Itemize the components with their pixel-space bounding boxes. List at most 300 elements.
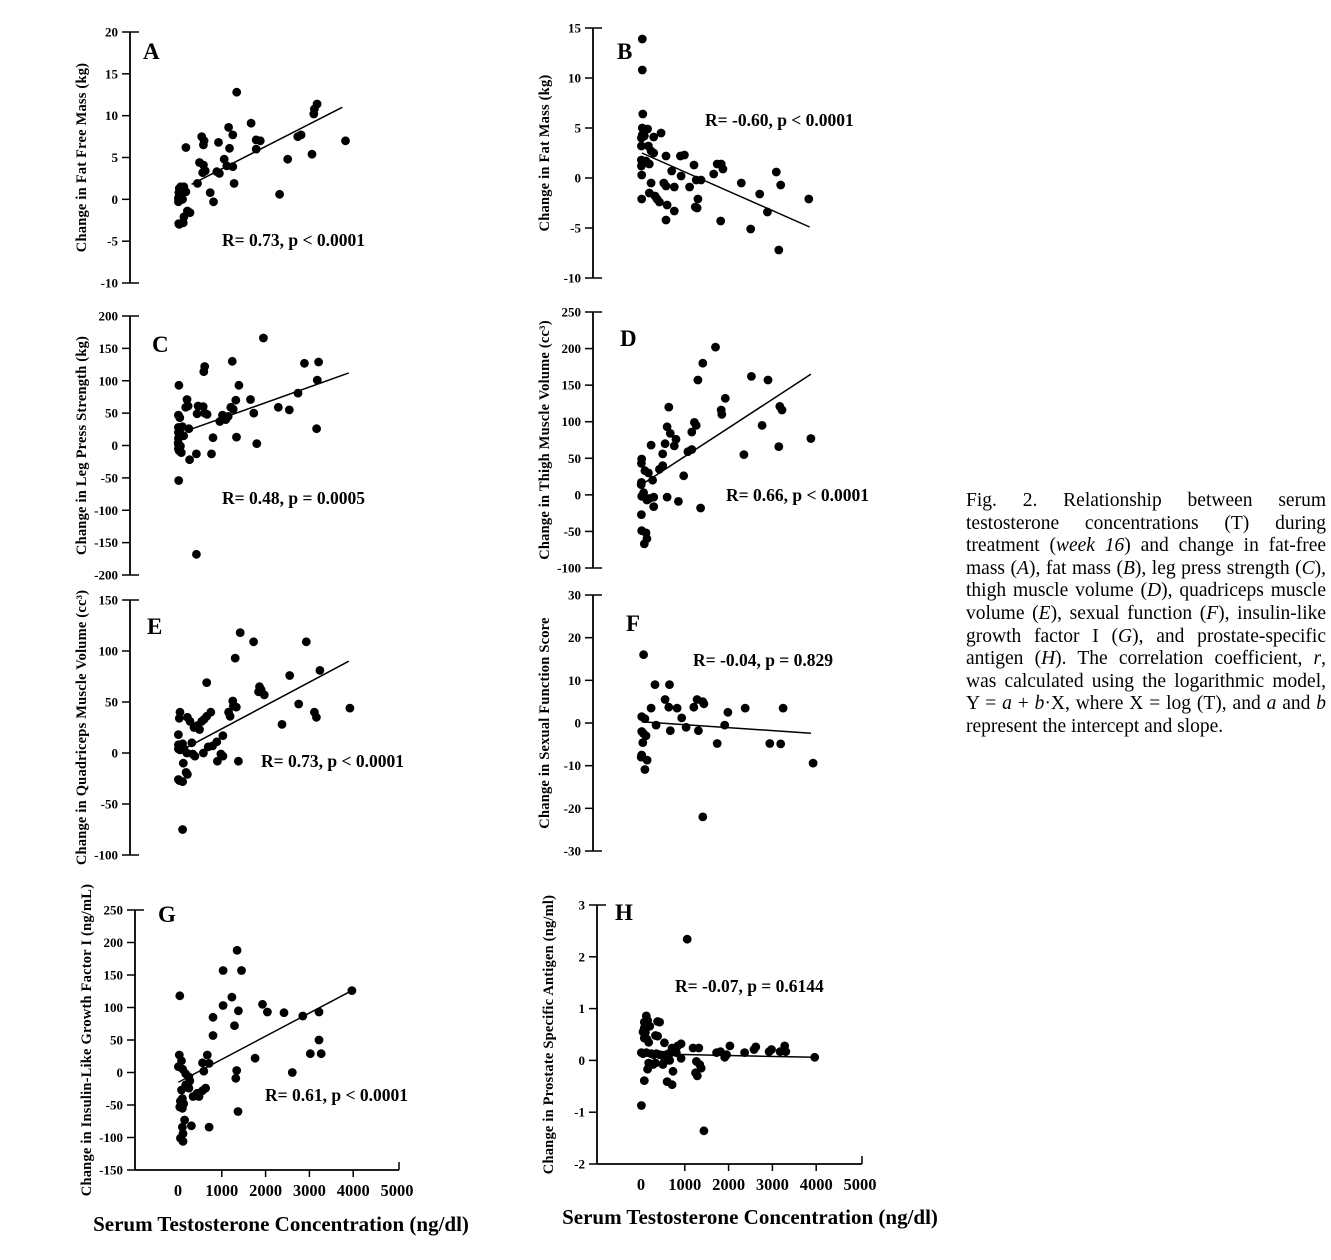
- data-point: [639, 650, 648, 659]
- data-point: [233, 946, 242, 955]
- data-point: [709, 170, 718, 179]
- y-tick-label: 3: [578, 897, 585, 913]
- data-point: [647, 704, 656, 713]
- data-point: [215, 169, 224, 178]
- data-point: [779, 704, 788, 713]
- plot-D: [537, 305, 869, 576]
- data-point: [685, 183, 694, 192]
- y-tick-label: 0: [111, 191, 118, 207]
- correlation-annotation: R= 0.73, p < 0.0001: [261, 751, 404, 771]
- data-point: [200, 715, 209, 724]
- correlation-annotation: R= 0.73, p < 0.0001: [222, 230, 365, 250]
- data-point: [764, 376, 773, 385]
- data-point: [667, 167, 676, 176]
- y-tick-label: 20: [105, 24, 118, 40]
- y-tick-label: -150: [94, 535, 118, 551]
- plot-H: [541, 895, 877, 1194]
- data-point: [175, 413, 184, 422]
- data-point: [177, 448, 186, 457]
- data-point: [202, 678, 211, 687]
- correlation-annotation: R= -0.60, p < 0.0001: [705, 110, 854, 130]
- data-point: [174, 197, 183, 206]
- data-point: [721, 394, 730, 403]
- data-point: [663, 201, 672, 210]
- data-point: [232, 703, 241, 712]
- data-point: [638, 35, 647, 44]
- data-point: [687, 428, 696, 437]
- data-point: [346, 704, 355, 713]
- data-point: [641, 714, 650, 723]
- y-axis-label: Change in Quadriceps Muscle Volume (cc³): [74, 589, 90, 866]
- data-point: [192, 550, 201, 559]
- x-tick-label: 5000: [380, 1181, 414, 1200]
- data-point: [187, 1121, 196, 1130]
- panel-letter: C: [152, 332, 169, 357]
- data-point: [665, 1056, 674, 1065]
- correlation-annotation: R= 0.66, p < 0.0001: [726, 485, 869, 505]
- data-point: [670, 442, 679, 451]
- data-point: [638, 738, 647, 747]
- data-point: [193, 179, 202, 188]
- x-tick-label: 3000: [755, 1175, 789, 1194]
- data-point: [280, 1008, 289, 1017]
- data-point: [740, 450, 749, 459]
- data-point: [209, 433, 218, 442]
- data-point: [726, 1042, 735, 1051]
- y-tick-label: 5: [574, 120, 581, 136]
- data-point: [747, 372, 756, 381]
- data-point: [260, 691, 269, 700]
- data-point: [664, 703, 673, 712]
- y-tick-label: 200: [103, 935, 123, 950]
- data-point: [341, 136, 350, 145]
- data-point: [670, 183, 679, 192]
- y-tick-label: 200: [561, 341, 581, 357]
- data-point: [198, 168, 207, 177]
- y-tick-label: 50: [105, 694, 118, 710]
- data-point: [741, 704, 750, 713]
- panel-letter: G: [158, 902, 176, 927]
- data-point: [300, 359, 309, 368]
- y-tick-label: 250: [561, 304, 581, 320]
- data-point: [232, 88, 241, 97]
- data-point: [207, 450, 216, 459]
- data-point: [263, 1008, 272, 1017]
- data-point: [231, 1074, 240, 1083]
- data-point: [230, 1021, 239, 1030]
- plot-G: [79, 884, 414, 1200]
- data-point: [657, 129, 666, 138]
- panel-letter: D: [620, 326, 637, 351]
- correlation-annotation: R= 0.61, p < 0.0001: [265, 1085, 408, 1105]
- data-point: [697, 176, 706, 185]
- y-tick-label: 10: [568, 70, 581, 86]
- data-point: [669, 1067, 678, 1076]
- data-point: [746, 225, 755, 234]
- x-axis-label-left: Serum Testosterone Concentration (ng/dl): [93, 1212, 469, 1236]
- data-point: [670, 207, 679, 216]
- data-point: [649, 133, 658, 142]
- data-point: [225, 144, 234, 153]
- data-point: [181, 403, 190, 412]
- data-point: [278, 720, 287, 729]
- data-point: [314, 358, 323, 367]
- data-point: [219, 966, 228, 975]
- data-point: [187, 738, 196, 747]
- data-point: [214, 138, 223, 147]
- data-point: [651, 680, 660, 689]
- data-point: [259, 334, 268, 343]
- data-point: [189, 1092, 198, 1101]
- data-point: [663, 493, 672, 502]
- data-point: [175, 991, 184, 1000]
- panel-letter: E: [147, 614, 163, 639]
- y-axis-label: Change in Fat Mass (kg): [537, 74, 553, 232]
- data-point: [637, 195, 646, 204]
- data-point: [687, 445, 696, 454]
- x-tick-label: 1000: [205, 1181, 239, 1200]
- data-point: [179, 759, 188, 768]
- data-point: [182, 143, 191, 152]
- data-point: [637, 480, 646, 489]
- y-tick-label: -100: [557, 560, 581, 576]
- data-point: [643, 756, 652, 765]
- y-tick-label: 150: [561, 377, 581, 393]
- data-point: [203, 1051, 212, 1060]
- data-point: [219, 1001, 228, 1010]
- data-point: [179, 1137, 188, 1146]
- data-point: [662, 182, 671, 191]
- y-tick-label: 250: [103, 902, 123, 918]
- data-point: [677, 172, 686, 181]
- y-tick-label: 30: [568, 587, 581, 603]
- data-point: [698, 813, 707, 822]
- data-point: [651, 1059, 660, 1068]
- data-point: [668, 1080, 677, 1089]
- y-tick-label: -100: [94, 847, 118, 863]
- y-tick-label: -150: [99, 1162, 123, 1178]
- data-point: [285, 406, 294, 415]
- data-point: [648, 476, 657, 485]
- data-point: [231, 396, 240, 405]
- y-tick-label: 5: [111, 150, 118, 165]
- data-point: [698, 359, 707, 368]
- data-point: [192, 450, 201, 459]
- data-point: [232, 1066, 241, 1075]
- data-point: [679, 471, 688, 480]
- data-point: [637, 171, 646, 180]
- y-axis-label: Change in Prostate Specific Antigen (ng/ml): [541, 894, 557, 1175]
- panel-letter: A: [143, 39, 160, 64]
- y-tick-label: -10: [563, 270, 581, 286]
- data-point: [312, 424, 321, 433]
- data-point: [199, 1067, 208, 1076]
- data-point: [690, 161, 699, 170]
- x-tick-label: 4000: [336, 1181, 370, 1200]
- y-axis-label: Change in Leg Press Strength (kg): [74, 335, 90, 556]
- data-point: [249, 409, 258, 418]
- data-point: [308, 150, 317, 159]
- data-point: [288, 1068, 297, 1077]
- data-point: [315, 1036, 324, 1045]
- y-tick-label: 100: [561, 414, 581, 430]
- data-point: [673, 704, 682, 713]
- y-tick-label: 2: [578, 949, 585, 965]
- correlation-annotation: R= 0.48, p = 0.0005: [222, 488, 365, 508]
- y-tick-label: 100: [98, 373, 118, 389]
- y-tick-label: 0: [574, 170, 581, 186]
- plot-E: [74, 590, 404, 865]
- data-point: [696, 504, 705, 513]
- y-tick-label: -1: [574, 1104, 585, 1120]
- data-point: [644, 1038, 653, 1047]
- data-point: [645, 160, 654, 169]
- x-tick-label: 2000: [249, 1181, 283, 1200]
- data-point: [662, 216, 671, 225]
- y-tick-label: 0: [111, 745, 118, 761]
- x-tick-label: 3000: [292, 1181, 326, 1200]
- data-point: [213, 757, 222, 766]
- y-tick-label: 50: [105, 405, 118, 421]
- data-point: [664, 403, 673, 412]
- y-axis-label: Change in Sexual Function Score: [537, 617, 553, 829]
- data-point: [258, 1000, 267, 1009]
- data-point: [720, 721, 729, 730]
- y-tick-label: 20: [568, 630, 581, 646]
- data-point: [763, 208, 772, 217]
- data-point: [774, 442, 783, 451]
- data-point: [637, 1101, 646, 1110]
- y-tick-label: 100: [98, 643, 118, 659]
- data-point: [203, 410, 212, 419]
- data-point: [178, 777, 187, 786]
- panel-letter: F: [626, 611, 641, 636]
- y-tick-label: 0: [578, 1052, 585, 1068]
- data-point: [637, 162, 646, 171]
- data-point: [283, 155, 292, 164]
- data-point: [713, 739, 722, 748]
- data-point: [776, 181, 785, 190]
- data-point: [658, 461, 667, 470]
- trend-line: [189, 373, 349, 430]
- data-point: [235, 381, 244, 390]
- data-point: [209, 197, 218, 206]
- y-tick-label: 0: [111, 438, 118, 453]
- data-point: [689, 703, 698, 712]
- data-point: [316, 666, 325, 675]
- data-point: [302, 637, 311, 646]
- data-point: [205, 1123, 214, 1132]
- data-point: [655, 1018, 664, 1027]
- data-point: [285, 671, 294, 680]
- data-point: [246, 395, 255, 404]
- data-point: [637, 510, 646, 519]
- data-point: [677, 1054, 686, 1063]
- data-point: [641, 765, 650, 774]
- data-point: [178, 825, 187, 834]
- y-tick-label: -5: [107, 233, 118, 249]
- data-point: [662, 152, 671, 161]
- data-point: [711, 343, 720, 352]
- data-point: [198, 1058, 207, 1067]
- data-point: [232, 433, 241, 442]
- data-point: [191, 752, 200, 761]
- data-point: [228, 131, 237, 140]
- data-point: [185, 424, 194, 433]
- data-point: [737, 179, 746, 188]
- data-point: [199, 367, 208, 376]
- data-point: [694, 1044, 703, 1053]
- data-point: [294, 700, 303, 709]
- x-tick-label: 5000: [843, 1175, 877, 1194]
- y-tick-label: 50: [110, 1032, 123, 1048]
- data-point: [209, 1013, 218, 1022]
- data-point: [647, 179, 656, 188]
- data-point: [312, 713, 321, 722]
- y-tick-label: 200: [98, 308, 118, 324]
- data-point: [275, 190, 284, 199]
- y-tick-label: 10: [568, 672, 581, 688]
- data-point: [649, 502, 658, 511]
- y-tick-label: 0: [574, 715, 581, 731]
- data-point: [694, 726, 703, 735]
- data-point: [693, 1072, 702, 1081]
- data-point: [178, 1104, 187, 1113]
- y-tick-label: -50: [563, 523, 581, 539]
- data-point: [228, 357, 237, 366]
- data-point: [236, 628, 245, 637]
- y-tick-label: 1: [578, 1001, 585, 1017]
- y-axis-label: Change in Fat Free Mass (kg): [74, 62, 90, 253]
- y-tick-label: 0: [116, 1065, 123, 1080]
- data-point: [809, 759, 818, 768]
- data-point: [719, 165, 728, 174]
- data-point: [175, 381, 184, 390]
- data-point: [185, 455, 194, 464]
- plot-F: [537, 588, 833, 859]
- data-point: [218, 411, 227, 420]
- data-point: [693, 204, 702, 213]
- x-tick-label: 1000: [668, 1175, 702, 1194]
- y-tick-label: 150: [103, 967, 123, 983]
- correlation-annotation: R= -0.07, p = 0.6144: [675, 976, 824, 996]
- data-point: [655, 198, 664, 207]
- data-point: [229, 405, 238, 414]
- y-tick-label: -10: [563, 758, 581, 774]
- data-point: [653, 1032, 662, 1041]
- data-point: [234, 1107, 243, 1116]
- data-point: [185, 1084, 194, 1093]
- data-point: [661, 439, 670, 448]
- data-point: [317, 1049, 326, 1058]
- data-point: [309, 110, 318, 119]
- data-point: [201, 1084, 210, 1093]
- y-tick-label: -100: [99, 1130, 123, 1145]
- data-point: [174, 476, 183, 485]
- data-point: [298, 1012, 307, 1021]
- data-point: [778, 406, 787, 415]
- correlation-annotation: R= -0.04, p = 0.829: [693, 650, 834, 670]
- x-tick-label: 0: [173, 1181, 183, 1200]
- data-point: [193, 409, 202, 418]
- x-tick-label: 2000: [712, 1175, 746, 1194]
- data-point: [682, 723, 691, 732]
- data-point: [767, 1045, 776, 1054]
- data-point: [740, 1048, 749, 1057]
- data-point: [772, 168, 781, 177]
- data-point: [804, 195, 813, 204]
- data-point: [206, 188, 215, 197]
- data-point: [306, 1049, 315, 1058]
- data-point: [179, 218, 188, 227]
- data-point: [677, 1039, 686, 1048]
- data-point: [774, 246, 783, 255]
- y-tick-label: 150: [98, 592, 118, 608]
- data-point: [251, 1054, 260, 1063]
- y-tick-label: -5: [570, 220, 581, 236]
- data-point: [640, 1076, 649, 1085]
- y-tick-label: -10: [100, 275, 118, 291]
- data-point: [234, 757, 243, 766]
- data-point: [781, 1047, 790, 1056]
- data-point: [237, 966, 246, 975]
- data-point: [224, 123, 233, 132]
- data-point: [640, 540, 649, 549]
- data-point: [665, 680, 674, 689]
- data-point: [640, 132, 649, 141]
- y-tick-label: -100: [94, 502, 118, 518]
- data-point: [294, 389, 303, 398]
- data-point: [776, 740, 785, 749]
- data-point: [677, 714, 686, 723]
- data-point: [208, 742, 217, 751]
- data-point: [195, 725, 204, 734]
- y-tick-label: 15: [105, 66, 118, 82]
- y-axis-label: Change in Thigh Muscle Volume (cc³): [537, 320, 553, 560]
- y-tick-label: -2: [574, 1156, 585, 1172]
- y-tick-label: -200: [94, 567, 118, 583]
- data-point: [700, 699, 709, 708]
- data-point: [758, 421, 767, 430]
- data-point: [228, 993, 237, 1002]
- y-tick-label: -30: [563, 843, 581, 859]
- plot-C: [74, 309, 365, 583]
- y-tick-label: 150: [98, 340, 118, 356]
- data-point: [661, 695, 670, 704]
- data-point: [348, 986, 357, 995]
- x-tick-label: 0: [636, 1175, 646, 1194]
- data-point: [638, 110, 647, 119]
- data-point: [647, 441, 656, 450]
- data-point: [174, 730, 183, 739]
- data-point: [226, 712, 235, 721]
- data-point: [252, 145, 261, 154]
- data-point: [751, 1043, 760, 1052]
- plot-A: [74, 25, 365, 291]
- data-point: [716, 217, 725, 226]
- data-point: [252, 439, 261, 448]
- y-tick-label: 10: [105, 108, 118, 124]
- data-point: [694, 376, 703, 385]
- data-point: [717, 410, 726, 419]
- data-point: [297, 131, 306, 140]
- data-point: [658, 450, 667, 459]
- data-point: [638, 66, 647, 75]
- data-point: [256, 136, 265, 145]
- data-point: [649, 493, 658, 502]
- data-point: [175, 714, 184, 723]
- panel-letter: H: [615, 900, 633, 925]
